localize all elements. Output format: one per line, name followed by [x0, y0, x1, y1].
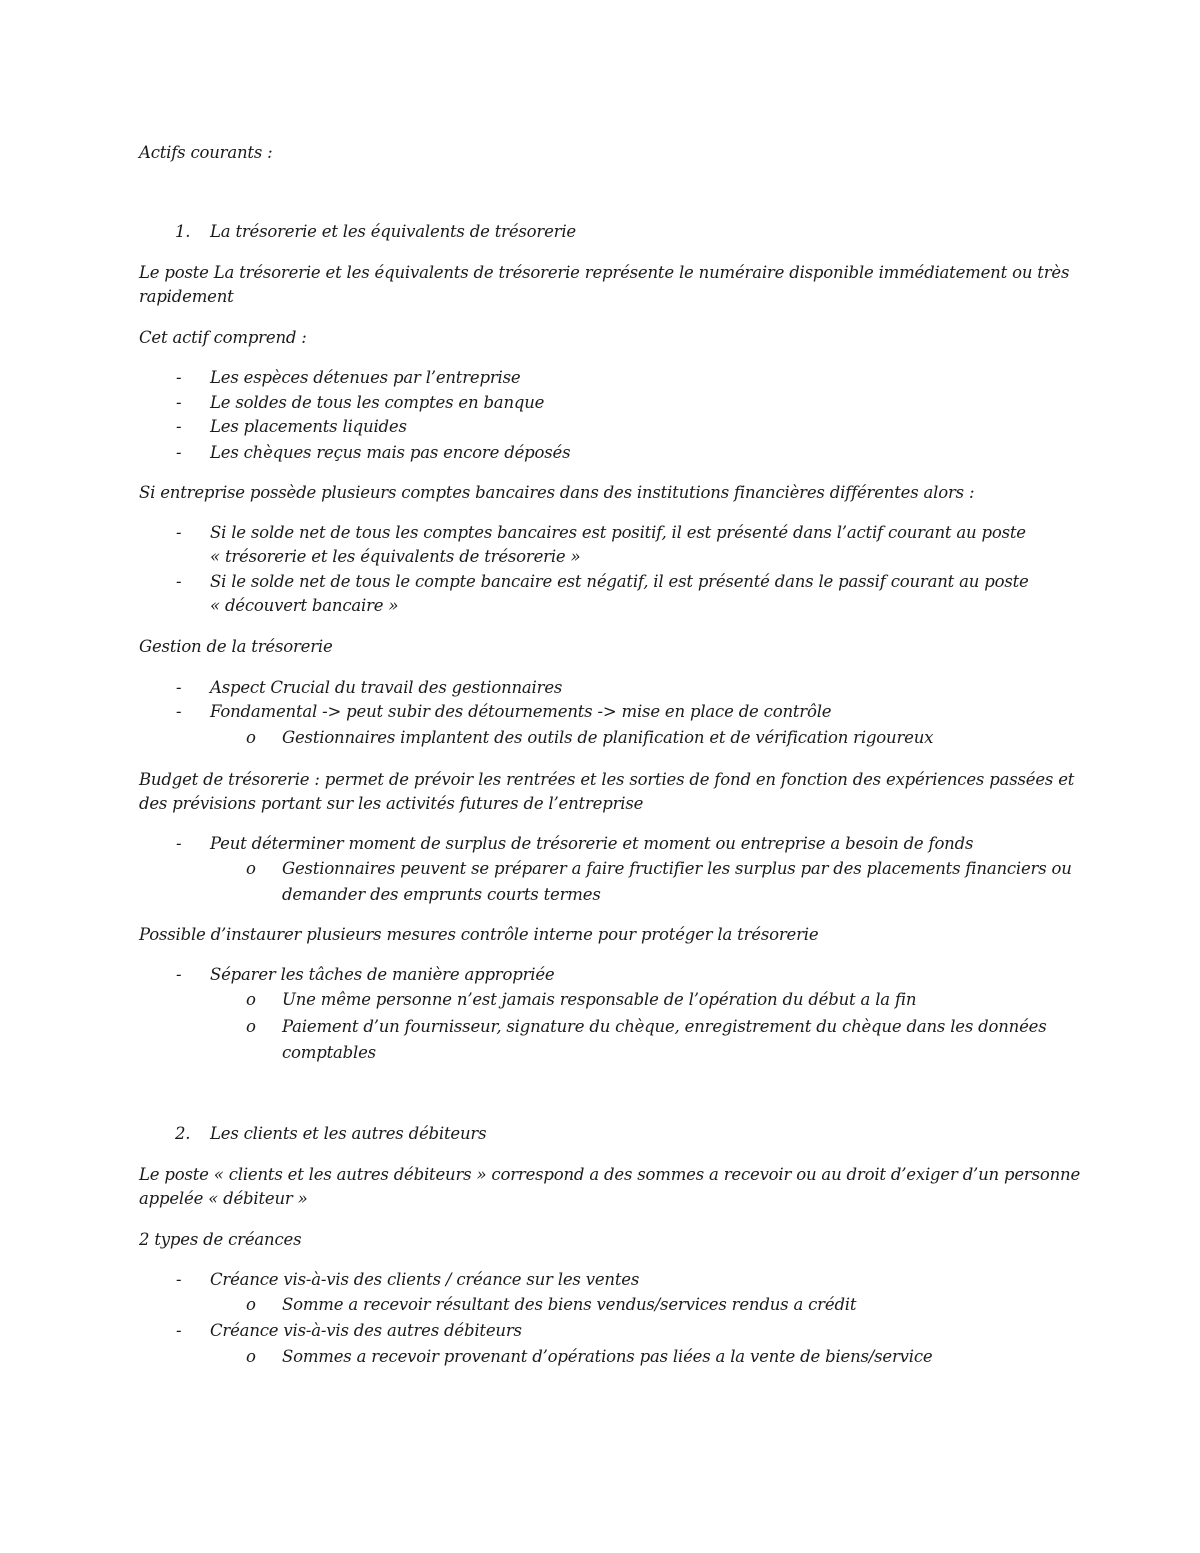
circle-bullet: o [246, 990, 256, 1009]
sub-list-item: Paiement d’un fournisseur, signature du chèque, enregistrement du chèque dans les données [282, 1017, 1047, 1036]
list-item-continued: « trésorerie et les équivalents de trésorerie » [210, 547, 581, 566]
dash-bullet: - [176, 965, 182, 984]
paragraph-line: appelée « débiteur » [139, 1189, 308, 1208]
paragraph-line: rapidement [139, 287, 234, 306]
paragraph-label: Gestion de la trésorerie [139, 637, 333, 656]
sub-list-item-continued: demander des emprunts courts termes [282, 885, 601, 904]
sub-list-item: Somme a recevoir résultant des biens vendus/services rendus a crédit [282, 1295, 857, 1314]
list-item: Les espèces détenues par l’entreprise [210, 368, 521, 387]
list-item: Si le solde net de tous le compte bancaire est négatif, il est présenté dans le passif courant au poste [210, 572, 1029, 591]
circle-bullet: o [246, 728, 256, 747]
sub-list-item-continued: comptables [282, 1043, 376, 1062]
list-item: Séparer les tâches de manière appropriée [210, 965, 555, 984]
dash-bullet: - [176, 572, 182, 591]
page-heading: Actifs courants : [139, 143, 273, 162]
dash-bullet: - [176, 523, 182, 542]
paragraph-line: des prévisions portant sur les activités futures de l’entreprise [139, 794, 644, 813]
dash-bullet: - [176, 702, 182, 721]
list-item: Les chèques reçus mais pas encore déposés [210, 443, 571, 462]
dash-bullet: - [176, 678, 182, 697]
section-number: 1. [175, 222, 191, 241]
dash-bullet: - [176, 393, 182, 412]
paragraph-label: 2 types de créances [139, 1230, 302, 1249]
dash-bullet: - [176, 443, 182, 462]
dash-bullet: - [176, 1321, 182, 1340]
list-item: Créance vis-à-vis des autres débiteurs [210, 1321, 522, 1340]
paragraph-label: Possible d’instaurer plusieurs mesures contrôle interne pour protéger la trésorerie [139, 925, 819, 944]
circle-bullet: o [246, 1295, 256, 1314]
circle-bullet: o [246, 1017, 256, 1036]
paragraph-line: Budget de trésorerie : permet de prévoir les rentrées et les sorties de fond en fonction des expériences passées et [139, 770, 1075, 789]
paragraph-line: Le poste « clients et les autres débiteurs » correspond a des sommes a recevoir ou au droit d’exiger d’un personne [139, 1165, 1081, 1184]
section-title: Les clients et les autres débiteurs [210, 1124, 487, 1143]
list-item: Le soldes de tous les comptes en banque [210, 393, 545, 412]
paragraph-label: Cet actif comprend : [139, 328, 307, 347]
dash-bullet: - [176, 417, 182, 436]
list-item: Les placements liquides [210, 417, 407, 436]
sub-list-item: Une même personne n’est jamais responsable de l’opération du début a la fin [282, 990, 917, 1009]
circle-bullet: o [246, 859, 256, 878]
sub-list-item: Gestionnaires peuvent se préparer a faire fructifier les surplus par des placements financiers ou [282, 859, 1072, 878]
sub-list-item: Sommes a recevoir provenant d’opérations pas liées a la vente de biens/service [282, 1347, 933, 1366]
dash-bullet: - [176, 368, 182, 387]
list-item-continued: « découvert bancaire » [210, 596, 399, 615]
list-item: Si le solde net de tous les comptes bancaires est positif, il est présenté dans l’actif courant au poste [210, 523, 1026, 542]
list-item: Aspect Crucial du travail des gestionnaires [210, 678, 563, 697]
section-number: 2. [175, 1124, 191, 1143]
paragraph-line: Le poste La trésorerie et les équivalents de trésorerie représente le numéraire disponible immédiatement ou très [139, 263, 1070, 282]
sub-list-item: Gestionnaires implantent des outils de planification et de vérification rigoureux [282, 728, 934, 747]
paragraph-label: Si entreprise possède plusieurs comptes bancaires dans des institutions financières différentes alors : [139, 483, 975, 502]
list-item: Fondamental -> peut subir des détournements -> mise en place de contrôle [210, 702, 832, 721]
section-title: La trésorerie et les équivalents de trésorerie [210, 222, 576, 241]
circle-bullet: o [246, 1347, 256, 1366]
dash-bullet: - [176, 1270, 182, 1289]
list-item: Créance vis-à-vis des clients / créance sur les ventes [210, 1270, 640, 1289]
dash-bullet: - [176, 834, 182, 853]
list-item: Peut déterminer moment de surplus de trésorerie et moment ou entreprise a besoin de fonds [210, 834, 974, 853]
